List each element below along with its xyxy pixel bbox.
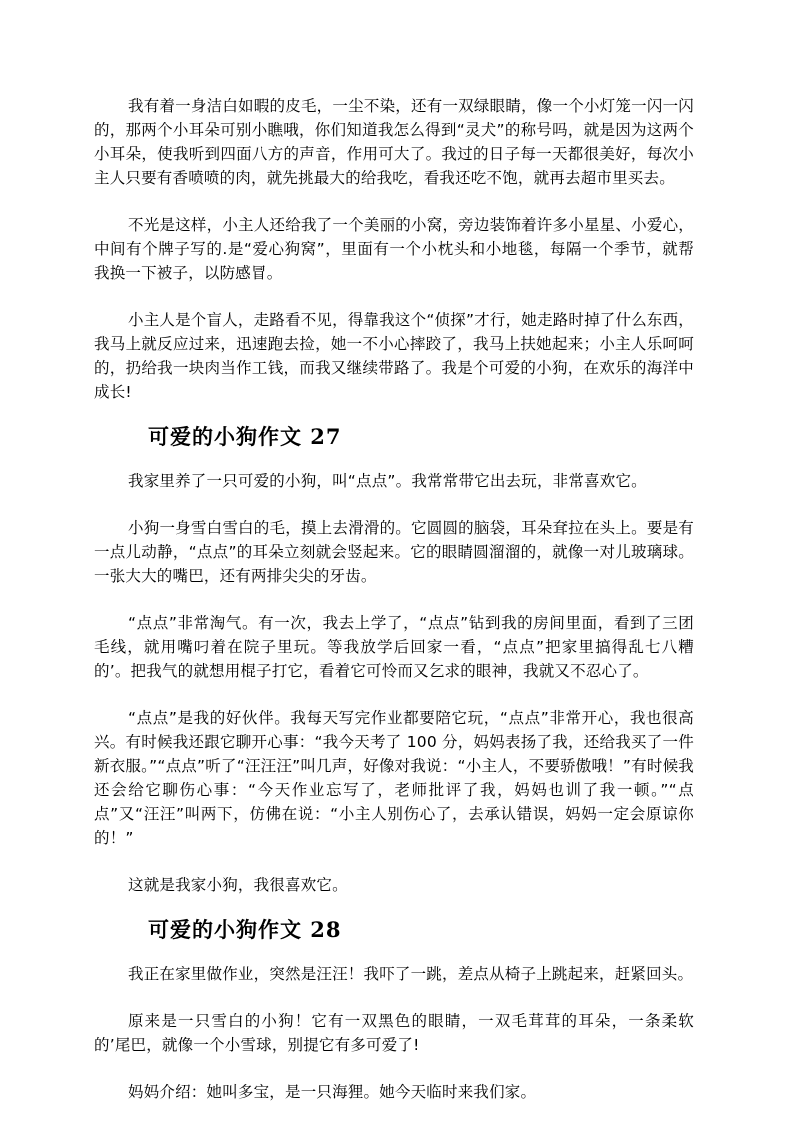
document-page <box>94 94 694 1127</box>
essay-heading-27: 可爱的小狗作文 27 <box>148 424 342 449</box>
essay-heading-28: 可爱的小狗作文 28 <box>148 917 342 942</box>
paragraph: “点点”是我的好伙伴。我每天写完作业都要陪它玩，“点点”非常开心，我也很高兴。有时候我还跟它聊开心事：“我今天考了 100 分，妈妈表扬了我，还给我买了一件新衣服。”“点点”听了“汪汪汪”叫几声，好像对我说：“小主人，不要骄傲哦！”有时候我还会给它聊伤心事：“今天作业忘写了，老师批评了我，妈妈也训了我一顿。”“点点”又“汪汪”叫两下，仿佛在说：“小主人别伤心了，去承认错误，妈妈一定会原谅你的！” <box>94 709 694 847</box>
paragraph: 我正在家里做作业，突然是汪汪！我吓了一跳，差点从椅子上跳起来，赶紧回头。 <box>128 965 694 983</box>
paragraph: 不光是这样，小主人还给我了一个美丽的小窝，旁边装饰着许多小星星、小爱心，中间有个牌子写的.是“爱心狗窝”，里面有一个小枕头和小地毯，每隔一个季节，就帮我换一下被子，以防感冒。 <box>94 216 694 282</box>
paragraph: 这就是我家小狗，我很喜欢它。 <box>128 876 348 894</box>
paragraph: 妈妈介绍：她叫多宝，是一只海狸。她今天临时来我们家。 <box>128 1083 537 1101</box>
paragraph: 我有着一身洁白如暇的皮毛，一尘不染，还有一双绿眼睛，像一个小灯笼一闪一闪的，那两个小耳朵可别小瞧哦，你们知道我怎么得到“灵犬”的称号吗，就是因为这两个小耳朵，使我听到四面八方的声音，作用可大了。我过的日子每一天都很美好，每次小主人只要有香喷喷的肉，就先挑最大的给我吃，看我还吃不饱，就再去超市里买去。 <box>94 97 694 187</box>
paragraph: 我家里养了一只可爱的小狗，叫“点点”。我常常带它出去玩，非常喜欢它。 <box>128 472 647 490</box>
paragraph: 原来是一只雪白的小狗！它有一双黑色的眼睛，一双毛茸茸的耳朵，一条柔软的’尾巴，就像一个小雪球，别提它有多可爱了! <box>94 1012 694 1054</box>
paragraph: 小狗一身雪白雪白的毛，摸上去滑滑的。它圆圆的脑袋，耳朵耷拉在头上。要是有一点儿动静，“点点”的耳朵立刻就会竖起来。它的眼睛圆溜溜的，就像一对儿玻璃球。一张大大的嘴巴，还有两排尖尖的牙齿。 <box>94 519 694 585</box>
paragraph: “点点”非常淘气。有一次，我去上学了，“点点”钻到我的房间里面，看到了三团毛线，就用嘴叼着在院子里玩。等我放学后回家一看，“点点”把家里搞得乱七八糟的’。把我气的就想用棍子打它，看着它可怜而又乞求的眼神，我就又不忍心了。 <box>94 614 694 680</box>
paragraph: 小主人是个盲人，走路看不见，得靠我这个“侦探”才行，她走路时掉了什么东西，我马上就反应过来，迅速跑去捡，她一不小心摔跤了，我马上扶她起来；小主人乐呵呵的，扔给我一块肉当作工钱，而我又继续带路了。我是个可爱的小狗，在欢乐的海洋中成长! <box>94 311 694 401</box>
